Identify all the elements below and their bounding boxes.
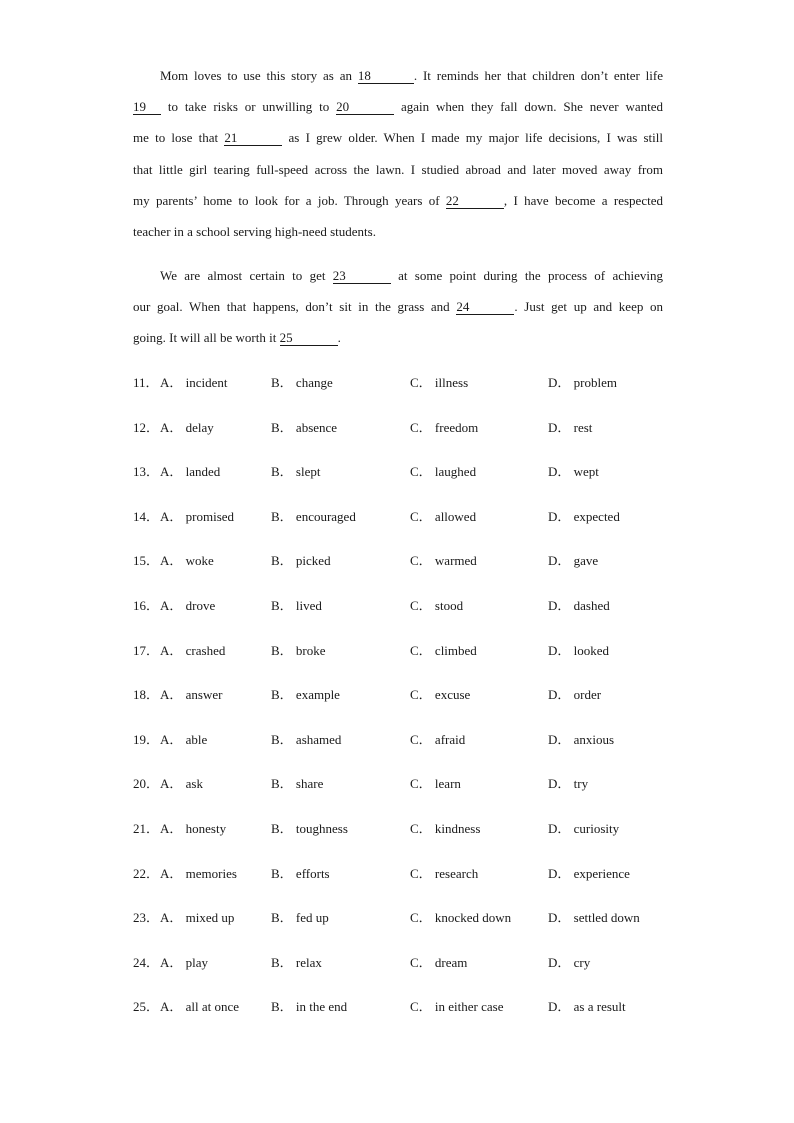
option-c: C． excuse: [410, 687, 471, 703]
passage-text: me to lose that: [133, 130, 225, 146]
option-a: A． promised: [160, 508, 235, 524]
passage-text: , I have become a respected: [503, 192, 663, 208]
option-d: D． curiosity: [548, 820, 620, 836]
option-b: B． absence: [271, 419, 338, 435]
passage-line: [133, 126, 663, 157]
option-a: A． delay: [160, 419, 214, 435]
option-b: B． lived: [271, 597, 322, 613]
option-d: D． rest: [548, 419, 593, 435]
option-a: A． ask: [160, 776, 203, 792]
question-row-18: [133, 683, 673, 728]
option-c: C． in either case: [410, 999, 504, 1015]
option-b: B． efforts: [271, 865, 330, 881]
question-row-19: [133, 728, 673, 773]
option-b: B． fed up: [271, 910, 329, 926]
question-number: 25．: [133, 999, 160, 1015]
option-a: A． mixed up: [160, 910, 235, 926]
option-c: C． illness: [410, 375, 469, 390]
question-number: 24．: [133, 954, 160, 970]
option-a: A． woke: [160, 553, 214, 569]
blank-23: 23: [333, 269, 391, 284]
question-row-17: [133, 639, 673, 684]
option-b: B． slept: [271, 464, 321, 480]
option-b: B． encouraged: [271, 508, 356, 524]
option-a: A． landed: [160, 464, 221, 480]
question-row-25: [133, 995, 673, 1040]
passage-text: my parents’ home to look for a job. Through years of: [133, 192, 446, 208]
question-number: 21．: [133, 820, 160, 836]
question-row-24: [133, 951, 673, 996]
option-a: A． answer: [160, 687, 223, 703]
option-c: C． kindness: [410, 820, 481, 836]
question-number: 23．: [133, 910, 160, 926]
option-d: D． looked: [548, 642, 610, 658]
option-a: A． honesty: [160, 820, 227, 836]
passage-paragraph-1: [133, 64, 663, 251]
option-a: A． able: [160, 731, 208, 747]
option-c: C． afraid: [410, 731, 466, 747]
question-number: 19．: [133, 731, 160, 747]
question-number: 15．: [133, 553, 160, 569]
option-b: B． change: [271, 375, 333, 390]
passage-text: We are almost certain to get: [160, 268, 333, 283]
option-d: D． gave: [548, 553, 599, 569]
question-row-20: [133, 772, 673, 817]
option-b: B． ashamed: [271, 731, 342, 747]
option-c: C． knocked down: [410, 910, 512, 926]
blank-18: 18: [358, 69, 414, 84]
question-number: 11．: [133, 375, 159, 390]
option-a: A． all at once: [160, 999, 240, 1015]
question-number: 12．: [133, 419, 160, 435]
passage-line: [133, 326, 663, 357]
blank-21: 21: [224, 131, 282, 146]
option-b: B． in the end: [271, 999, 348, 1015]
option-b: B． relax: [271, 954, 322, 970]
passage-paragraph-2: [133, 264, 663, 358]
option-c: C． allowed: [410, 508, 477, 524]
option-b: B． picked: [271, 553, 331, 569]
passage-line: [133, 295, 663, 326]
option-c: C． climbed: [410, 642, 477, 658]
blank-20: 20: [336, 100, 394, 115]
option-d: D． experience: [548, 865, 630, 881]
option-a: A． crashed: [160, 642, 226, 658]
passage-line: [133, 158, 663, 189]
blank-25: 25: [280, 331, 338, 346]
option-a: A． drove: [160, 597, 216, 613]
passage-text: our goal. When that happens, don’t sit in the grass and: [133, 299, 457, 315]
option-d: D． settled down: [548, 910, 640, 926]
option-a: A． incident: [160, 375, 228, 390]
option-c: C． warmed: [410, 553, 477, 569]
passage-line: [133, 264, 663, 295]
blank-22: 22: [446, 194, 504, 209]
question-number: 20．: [133, 776, 160, 792]
option-d: D． try: [548, 776, 589, 792]
question-number: 16．: [133, 597, 160, 613]
option-c: C． learn: [410, 776, 461, 792]
passage-text: that little girl tearing full-speed across the lawn. I studied abroad and later moved away from: [133, 161, 663, 177]
option-b: B． toughness: [271, 820, 348, 836]
option-b: B． share: [271, 776, 324, 792]
option-d: D． as a result: [548, 999, 626, 1015]
question-row-21: [133, 817, 673, 862]
question-number: 18．: [133, 687, 160, 703]
option-b: B． example: [271, 687, 340, 703]
passage-line: [133, 95, 663, 126]
question-row-11: [133, 371, 673, 416]
option-d: D． dashed: [548, 597, 610, 613]
question-number: 13．: [133, 464, 160, 480]
option-d: D． order: [548, 687, 602, 703]
option-d: D． wept: [548, 464, 599, 480]
option-c: C． stood: [410, 597, 464, 613]
passage-text: at some point during the process of achieving: [390, 268, 663, 283]
question-row-12: [133, 416, 673, 461]
question-number: 22．: [133, 865, 160, 881]
passage-text: going. It will all be worth it: [133, 330, 280, 346]
question-row-15: [133, 549, 673, 594]
passage-text: . Just get up and keep on: [514, 299, 663, 315]
passage-text: as I grew older. When I made my major life decisions, I was still: [282, 130, 663, 146]
option-a: A． memories: [160, 865, 237, 881]
passage-text: .: [337, 330, 341, 346]
option-c: C． freedom: [410, 419, 479, 435]
question-row-22: [133, 862, 673, 907]
option-c: C． research: [410, 865, 479, 881]
option-d: D． problem: [548, 375, 617, 390]
question-number: 17．: [133, 642, 160, 658]
option-d: D． anxious: [548, 731, 615, 747]
blank-19: 19: [133, 100, 161, 115]
passage-text: to take risks or unwilling to: [161, 99, 337, 115]
question-row-13: [133, 460, 673, 505]
option-c: C． laughed: [410, 464, 477, 480]
passage-text: . It reminds her that children don’t enter life: [413, 68, 663, 83]
question-row-16: [133, 594, 673, 639]
answer-options: [133, 371, 673, 1040]
question-row-14: [133, 505, 673, 550]
blank-24: 24: [456, 300, 514, 315]
option-d: D． cry: [548, 954, 591, 970]
passage-text: again when they fall down. She never wanted: [394, 99, 663, 115]
passage-line: [133, 189, 663, 220]
option-b: B． broke: [271, 642, 326, 658]
option-a: A． play: [160, 954, 209, 970]
passage-text: Mom loves to use this story as an: [160, 68, 358, 83]
option-c: C． dream: [410, 954, 468, 970]
option-d: D． expected: [548, 508, 620, 524]
question-number: 14．: [133, 508, 160, 524]
passage-line: [133, 64, 663, 95]
question-row-23: [133, 906, 673, 951]
passage-line: [133, 220, 663, 251]
passage-text: teacher in a school serving high-need students.: [133, 223, 376, 239]
